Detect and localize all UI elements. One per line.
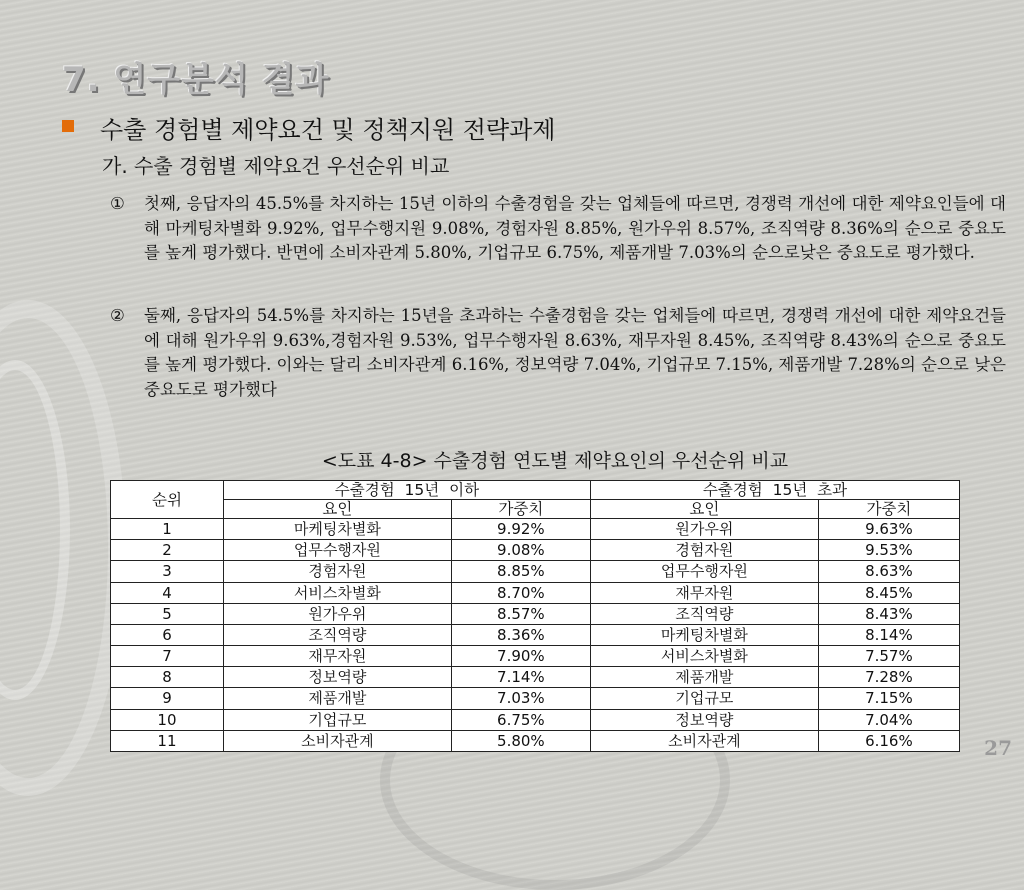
factor-cell-under-15: 제품개발 xyxy=(223,688,451,709)
group-header-under-15: 수출경험 15년 이하 xyxy=(223,481,590,500)
factor-cell-over-15: 재무자원 xyxy=(590,582,818,603)
rank-cell: 5 xyxy=(111,603,224,624)
section-heading: 수출 경험별 제약요건 및 정책지원 전략과제 xyxy=(100,116,556,144)
factor-cell-under-15: 소비자관계 xyxy=(223,730,451,751)
factor-cell-under-15: 기업규모 xyxy=(223,709,451,730)
weight-cell-over-15: 9.53% xyxy=(818,540,959,561)
table-row xyxy=(111,540,960,561)
rank-cell: 7 xyxy=(111,646,224,667)
factor-cell-over-15: 조직역량 xyxy=(590,603,818,624)
table-row xyxy=(111,561,960,582)
weight-cell-over-15: 6.16% xyxy=(818,730,959,751)
rank-cell: 6 xyxy=(111,624,224,645)
weight-cell-under-15: 8.85% xyxy=(451,561,590,582)
weight-cell-over-15: 7.28% xyxy=(818,667,959,688)
table-row xyxy=(111,582,960,603)
factor-header: 요인 xyxy=(223,500,451,519)
weight-cell-under-15: 7.03% xyxy=(451,688,590,709)
weight-cell-under-15: 7.14% xyxy=(451,667,590,688)
table-row xyxy=(111,519,960,540)
priority-comparison-table xyxy=(110,480,960,752)
weight-cell-over-15: 8.14% xyxy=(818,624,959,645)
weight-cell-under-15: 6.75% xyxy=(451,709,590,730)
weight-cell-over-15: 7.15% xyxy=(818,688,959,709)
weight-cell-over-15: 9.63% xyxy=(818,519,959,540)
weight-cell-under-15: 5.80% xyxy=(451,730,590,751)
weight-cell-under-15: 7.90% xyxy=(451,646,590,667)
page-number: 27 xyxy=(984,736,1012,760)
weight-cell-over-15: 8.63% xyxy=(818,561,959,582)
factor-cell-over-15: 마케팅차별화 xyxy=(590,624,818,645)
factor-cell-over-15: 정보역량 xyxy=(590,709,818,730)
table-row xyxy=(111,709,960,730)
factor-header: 요인 xyxy=(590,500,818,519)
factor-cell-over-15: 원가우위 xyxy=(590,519,818,540)
paragraph-number: ② xyxy=(110,306,125,325)
table-caption: <도표 4-8> 수출경험 연도별 제약요인의 우선순위 비교 xyxy=(321,450,789,472)
weight-cell-under-15: 8.36% xyxy=(451,624,590,645)
factor-cell-under-15: 조직역량 xyxy=(223,624,451,645)
rank-cell: 9 xyxy=(111,688,224,709)
factor-cell-under-15: 마케팅차별화 xyxy=(223,519,451,540)
factor-cell-under-15: 정보역량 xyxy=(223,667,451,688)
rank-cell: 2 xyxy=(111,540,224,561)
table-row xyxy=(111,667,960,688)
factor-cell-over-15: 제품개발 xyxy=(590,667,818,688)
slide-title: 7. 연구분석 결과 xyxy=(62,60,330,100)
table-row xyxy=(111,646,960,667)
factor-cell-under-15: 서비스차별화 xyxy=(223,582,451,603)
factor-cell-under-15: 업무수행자원 xyxy=(223,540,451,561)
section-subheading: 가. 수출 경험별 제약요건 우선순위 비교 xyxy=(102,154,450,178)
paragraph-first xyxy=(110,192,1006,266)
paragraph-second xyxy=(110,304,1006,402)
rank-cell: 3 xyxy=(111,561,224,582)
square-bullet-icon xyxy=(62,120,74,132)
weight-header: 가중치 xyxy=(451,500,590,519)
rank-cell: 11 xyxy=(111,730,224,751)
factor-cell-over-15: 업무수행자원 xyxy=(590,561,818,582)
factor-cell-over-15: 서비스차별화 xyxy=(590,646,818,667)
paragraph-number: ① xyxy=(110,194,125,213)
factor-cell-over-15: 소비자관계 xyxy=(590,730,818,751)
rank-cell: 8 xyxy=(111,667,224,688)
group-header-over-15: 수출경험 15년 초과 xyxy=(590,481,959,500)
rank-cell: 4 xyxy=(111,582,224,603)
table-row xyxy=(111,603,960,624)
rank-cell: 1 xyxy=(111,519,224,540)
factor-cell-over-15: 기업규모 xyxy=(590,688,818,709)
rank-header: 순위 xyxy=(111,481,224,519)
weight-cell-under-15: 8.57% xyxy=(451,603,590,624)
weight-cell-under-15: 9.92% xyxy=(451,519,590,540)
weight-cell-over-15: 7.57% xyxy=(818,646,959,667)
weight-cell-under-15: 8.70% xyxy=(451,582,590,603)
table-row xyxy=(111,730,960,751)
weight-cell-over-15: 7.04% xyxy=(818,709,959,730)
weight-header: 가중치 xyxy=(818,500,959,519)
weight-cell-under-15: 9.08% xyxy=(451,540,590,561)
paragraph-text: 첫째, 응답자의 45.5%를 차지하는 15년 이하의 수출경험을 갖는 업체들에 따르면, 경쟁력 개선에 대한 제약요인들에 대해 마케팅차별화 9.92%, 업무수행지원 9.08%, 경험자원 8.85%, 원가우위 8.57%, 조직역량 8.36%의 순으로 중요도를 높게 평가했다. 반면에 소비자관계 5.80%, 기업규모 6.75%, 제품개발 7.03%의 순으로낮은 중요도로 평가했다. xyxy=(144,194,1006,262)
weight-cell-over-15: 8.45% xyxy=(818,582,959,603)
factor-cell-over-15: 경험자원 xyxy=(590,540,818,561)
table-row xyxy=(111,688,960,709)
factor-cell-under-15: 경험자원 xyxy=(223,561,451,582)
table-row xyxy=(111,624,960,645)
factor-cell-under-15: 원가우위 xyxy=(223,603,451,624)
factor-cell-under-15: 재무자원 xyxy=(223,646,451,667)
paragraph-text: 둘째, 응답자의 54.5%를 차지하는 15년을 초과하는 수출경험을 갖는 업체들에 따르면, 경쟁력 개선에 대한 제약요건들에 대해 원가우위 9.63%,경험자원 9.53%, 업무수행자원 8.63%, 재무자원 8.45%, 조직역량 8.43%의 순으로 중요도를 높게 평가했다. 이와는 달리 소비자관계 6.16%, 정보역량 7.04%, 기업규모 7.15%, 제품개발 7.28%의 순으로 낮은 중요도로 평가했다 xyxy=(144,306,1006,399)
weight-cell-over-15: 8.43% xyxy=(818,603,959,624)
rank-cell: 10 xyxy=(111,709,224,730)
